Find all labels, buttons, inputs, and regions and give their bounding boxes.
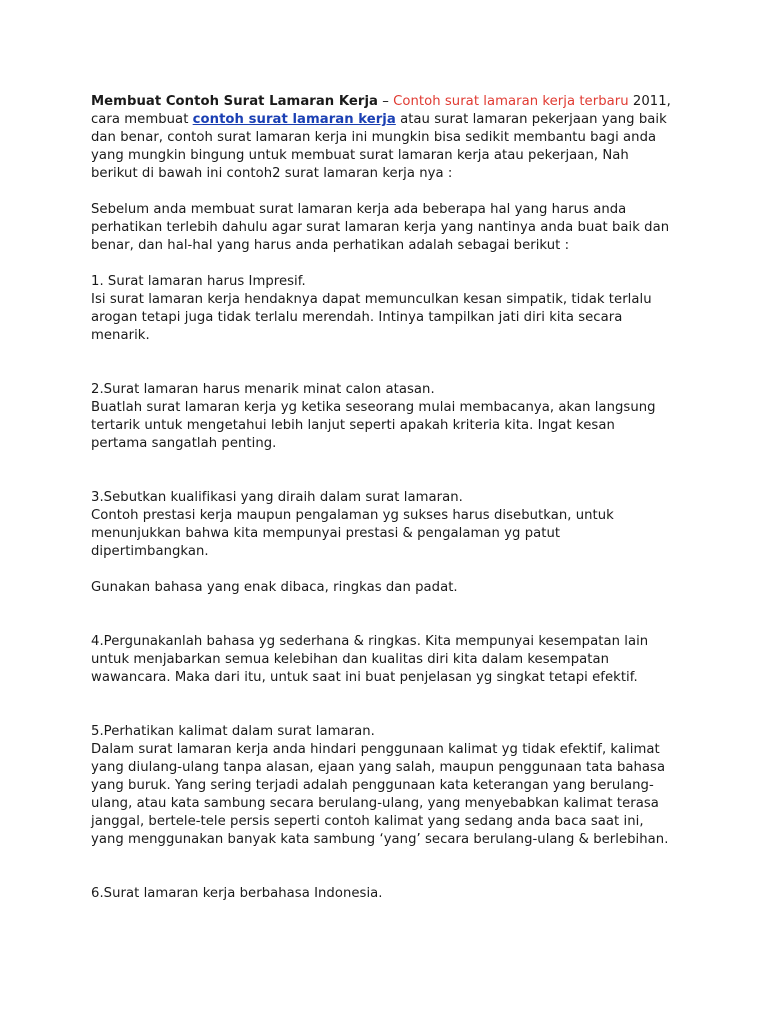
title-dash: – <box>377 94 394 109</box>
item3-line: menunjukkan bahwa kita mempunyai prestasi & pengalaman yg patut <box>91 526 561 541</box>
item5-line: yang diulang-ulang tanpa alasan, ejaan yang salah, maupun penggunaan tata bahasa <box>91 760 666 775</box>
spacer <box>91 597 708 615</box>
article-title: Membuat Contoh Surat Lamaran Kerja <box>91 94 378 109</box>
item1-line: arogan tetapi juga tidak terlalu merendah. Intinya tampilkan jati diri kita secara <box>91 310 623 325</box>
para2-line: Sebelum anda membuat surat lamaran kerja ada beberapa hal yang harus anda <box>91 202 627 217</box>
item1-line: menarik. <box>91 328 150 343</box>
spacer <box>91 255 708 273</box>
spacer <box>91 345 708 363</box>
keyword-link[interactable]: contoh surat lamaran kerja <box>192 112 396 127</box>
item4-line: wawancara. Maka dari itu, untuk saat ini buat penjelasan yg singkat tetapi efektif. <box>91 670 638 685</box>
item5-line: yang buruk. Yang sering terjadi adalah penggunaan kata keterangan yang berulang- <box>91 778 654 793</box>
red-keyword: Contoh surat lamaran kerja terbaru <box>393 94 629 109</box>
spacer <box>91 471 708 489</box>
spacer <box>91 867 708 885</box>
item2-line: Buatlah surat lamaran kerja yg ketika seseorang mulai membacanya, akan langsung <box>91 400 656 415</box>
year-text: 2011, <box>628 94 671 109</box>
spacer <box>91 849 708 867</box>
spacer <box>91 363 708 381</box>
item5-line: Dalam surat lamaran kerja anda hindari penggunaan kalimat yg tidak efektif, kalimat <box>91 742 660 757</box>
item5-line: yang menggunakan banyak kata sambung ‘yang’ secara berulang-ulang & berlebihan. <box>91 832 669 847</box>
item3-line: dipertimbangkan. <box>91 544 209 559</box>
spacer <box>91 687 708 705</box>
item5-heading: 5.Perhatikan kalimat dalam surat lamaran. <box>91 724 375 739</box>
spacer <box>91 453 708 471</box>
item3-note: Gunakan bahasa yang enak dibaca, ringkas dan padat. <box>91 580 458 595</box>
item5-line: janggal, bertele-tele persis seperti contoh kalimat yang sedang anda baca saat ini, <box>91 814 644 829</box>
para2-line: benar, dan hal-hal yang harus anda perhatikan adalah sebagai berikut : <box>91 238 570 253</box>
spacer <box>91 705 708 723</box>
spacer <box>91 561 708 579</box>
item3-line: Contoh prestasi kerja maupun pengalaman yg sukses harus disebutkan, untuk <box>91 508 614 523</box>
intro-line-2 <box>91 111 708 129</box>
intro-text: atau surat lamaran pekerjaan yang baik <box>395 112 667 127</box>
item6-heading: 6.Surat lamaran kerja berbahasa Indonesia. <box>91 886 383 901</box>
spacer <box>91 615 708 633</box>
intro-line-5: berikut di bawah ini contoh2 surat lamaran kerja nya : <box>91 166 453 181</box>
spacer <box>91 183 708 201</box>
item2-line: tertarik untuk mengetahui lebih lanjut seperti apakah kriteria kita. Ingat kesan <box>91 418 615 433</box>
item4-heading: 4.Pergunakanlah bahasa yg sederhana & ringkas. Kita mempunyai kesempatan lain <box>91 634 649 649</box>
intro-line-3: dan benar, contoh surat lamaran kerja ini mungkin bisa sedikit membantu bagi anda <box>91 130 657 145</box>
item1-heading: 1. Surat lamaran harus Impresif. <box>91 274 306 289</box>
intro-line-4: yang mungkin bingung untuk membuat surat lamaran kerja atau pekerjaan, Nah <box>91 148 629 163</box>
item2-line: pertama sangatlah penting. <box>91 436 277 451</box>
item4-line: untuk menjabarkan semua kelebihan dan kualitas diri kita dalam kesempatan <box>91 652 610 667</box>
intro-line-1 <box>91 93 708 111</box>
item2-heading: 2.Surat lamaran harus menarik minat calon atasan. <box>91 382 435 397</box>
item3-heading: 3.Sebutkan kualifikasi yang diraih dalam surat lamaran. <box>91 490 463 505</box>
item1-line: Isi surat lamaran kerja hendaknya dapat memunculkan kesan simpatik, tidak terlalu <box>91 292 652 307</box>
item5-line: ulang, atau kata sambung secara berulang-ulang, yang menyebabkan kalimat terasa <box>91 796 659 811</box>
para2-line: perhatikan terlebih dahulu agar surat lamaran kerja yang nantinya anda buat baik dan <box>91 220 670 235</box>
intro-text: cara membuat <box>91 112 193 127</box>
